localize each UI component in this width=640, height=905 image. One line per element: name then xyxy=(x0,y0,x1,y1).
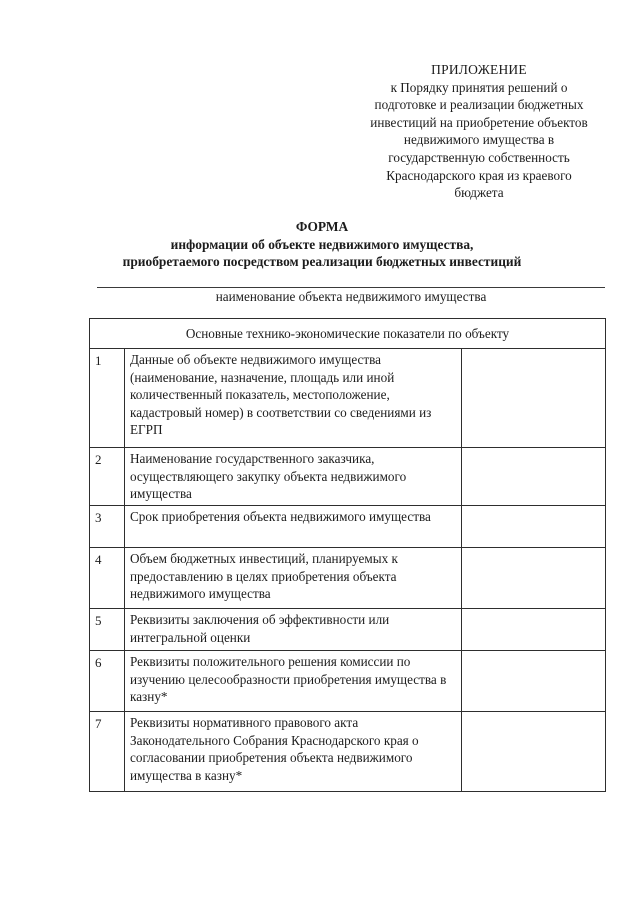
row-value xyxy=(462,548,606,609)
object-name-caption: наименование объекта недвижимого имущества xyxy=(215,289,487,304)
form-subtitle-line: приобретаемого посредством реализации бюджетных инвестиций xyxy=(122,254,522,270)
appendix-line: государственную собственность xyxy=(388,149,570,165)
row-label: Объем бюджетных инвестиций, планируемых к предоставлению в целях приобретения объекта недвижимого имущества xyxy=(125,548,462,609)
table-row xyxy=(90,651,606,712)
row-number: 3 xyxy=(90,506,125,548)
row-number: 5 xyxy=(90,609,125,651)
appendix-line: инвестиций на приобретение объектов xyxy=(370,114,588,130)
appendix-line: подготовке и реализации бюджетных xyxy=(374,97,584,113)
row-label: Срок приобретения объекта недвижимого имущества xyxy=(125,506,462,548)
row-value xyxy=(462,651,606,712)
row-number: 2 xyxy=(90,448,125,506)
table-row xyxy=(90,448,606,506)
appendix-line: бюджета xyxy=(454,185,504,201)
table-row xyxy=(90,506,606,548)
row-label: Реквизиты заключения об эффективности или интегральной оценки xyxy=(125,609,462,651)
form-heading xyxy=(80,218,564,271)
row-value xyxy=(462,712,606,792)
table-row xyxy=(90,349,606,448)
indicators-table xyxy=(89,318,606,792)
row-number: 4 xyxy=(90,548,125,609)
row-value xyxy=(462,448,606,506)
table-header: Основные технико-экономические показатели по объекту xyxy=(90,319,606,349)
row-label: Наименование государственного заказчика, осуществляющего закупку объекта недвижимого имущества xyxy=(125,448,462,506)
table-row xyxy=(90,712,606,792)
table-header-row xyxy=(90,319,606,349)
row-value xyxy=(462,609,606,651)
row-label: Данные об объекте недвижимого имущества (наименование, назначение, площадь или иной количественный показатель, местоположение, кадастровый номер) в соответствии со сведениями из ЕГРП xyxy=(125,349,462,448)
row-label: Реквизиты нормативного правового акта Законодательного Собрания Краснодарского края о согласовании приобретения объекта недвижимого имущества в казну* xyxy=(125,712,462,792)
appendix-line: к Порядку принятия решений о xyxy=(390,79,568,95)
appendix-block xyxy=(354,61,604,202)
appendix-title: ПРИЛОЖЕНИЕ xyxy=(431,62,527,77)
table-row xyxy=(90,548,606,609)
appendix-line: Краснодарского края из краевого xyxy=(386,167,572,183)
row-label: Реквизиты положительного решения комиссии по изучению целесообразности приобретения имущества в казну* xyxy=(125,651,462,712)
form-subtitle-line: информации об объекте недвижимого имущества, xyxy=(170,236,474,252)
row-value xyxy=(462,506,606,548)
row-number: 6 xyxy=(90,651,125,712)
row-number: 7 xyxy=(90,712,125,792)
form-title: ФОРМА xyxy=(295,219,349,234)
appendix-line: недвижимого имущества в xyxy=(403,132,555,148)
table-row xyxy=(90,609,606,651)
row-value xyxy=(462,349,606,448)
row-number: 1 xyxy=(90,349,125,448)
